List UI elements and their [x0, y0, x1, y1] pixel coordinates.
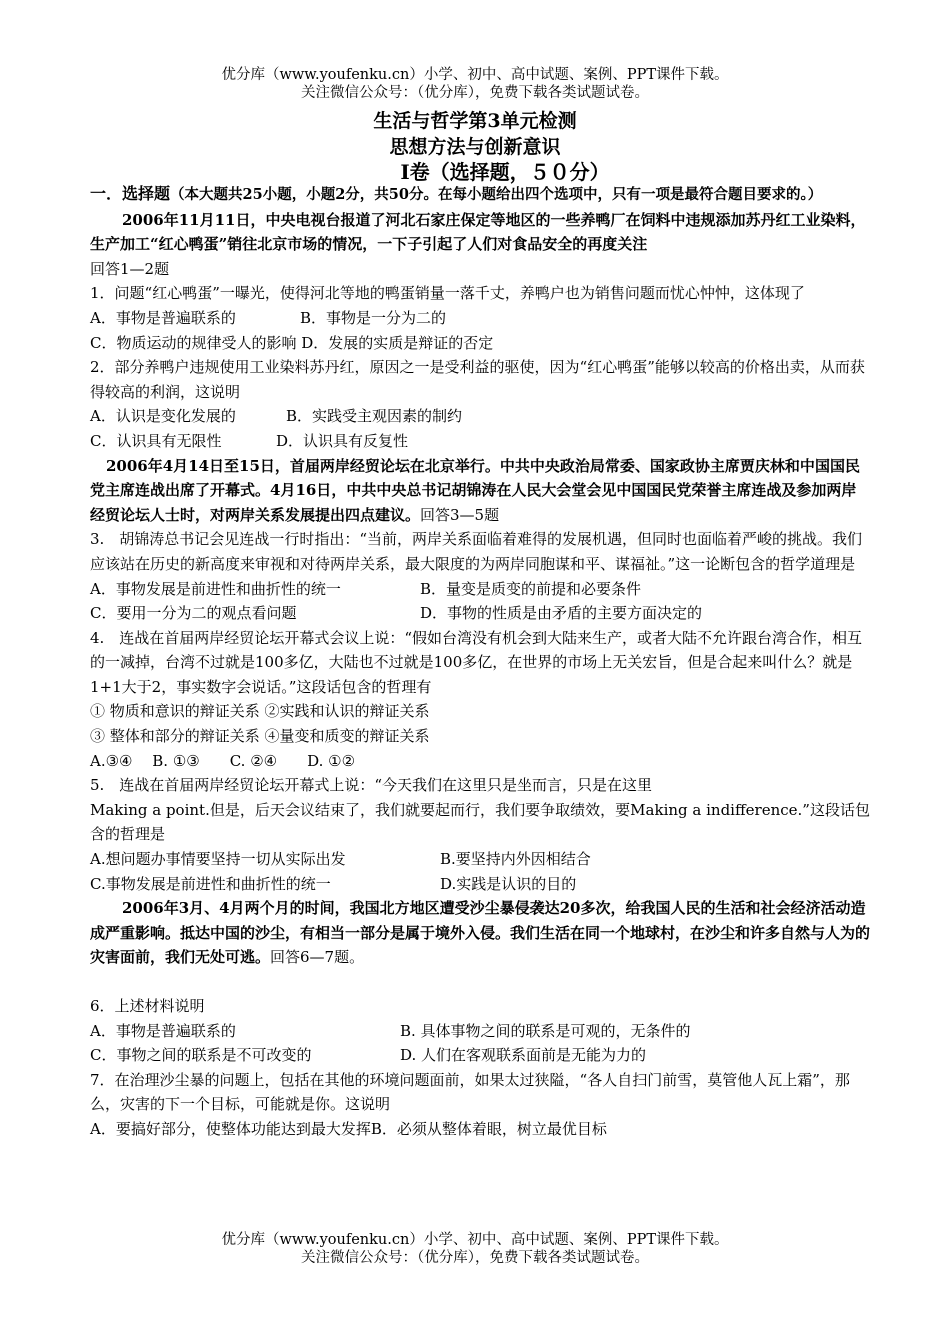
q4-option-line-2: ③ 整体和部分的辩证关系 ④量变和质变的辩证关系 — [90, 727, 430, 746]
section-heading: 一．选择题（本大题共25小题，小题2分，共50分。在每小题给出四个选项中，只有一项是最符合题目要求的。） — [90, 184, 823, 203]
q1-options-cd: C．物质运动的规律受人的影响 D．发展的实质是辩证的否定 — [90, 333, 494, 352]
q4-stem: 4. 连战在首届两岸经贸论坛开幕式会议上说：“假如台湾没有机会到大陆来生产，或者大陆不允许跟台湾合作，相互的一减掉，台湾不过就是100多亿，大陆也不过就是100多亿，在世界的市场上无关宏旨，但是合起来叫什么？就是1+1大于2，事实数字会说话。”这段话包含的哲理有 — [90, 628, 862, 696]
q1-stem: 1．问题“红心鸭蛋”一曝光，使得河北等地的鸭蛋销量一落千丈，养鸭户也为销售问题而忧心忡忡，这体现了 — [90, 284, 805, 303]
q6-options-cd: C．事物之间的联系是不可改变的 D. 人们在客观联系面前是无能为力的 — [90, 1046, 647, 1065]
q6-options-ab: A．事物是普遍联系的 B. 具体事物之间的联系是可观的，无条件的 — [90, 1021, 691, 1040]
q2-options-cd: C．认识具有无限性 D．认识具有反复性 — [90, 431, 409, 450]
doc-title: 生活与哲学第3单元检测 — [373, 110, 577, 132]
material-3: 2006年3月、4月两个月的时间，我国北方地区遭受沙尘暴侵袭达20多次，给我国人民的生活和社会经济活动造成严重影响。抵达中国的沙尘，有相当一部分是属于境外入侵。我们生活在同一个地球村，在沙尘和许多自然与人为的灾害面前，我们无处可逃。回答6—7题。 — [90, 899, 871, 967]
material-2: 2006年4月14日至15日，首届两岸经贸论坛在北京举行。中共中央政治局常委、国家政协主席贾庆林和中国国民党主席连战出席了开幕式。4月16日，中共中央总书记胡锦涛在人民大会堂会见中国国民党荣誉主席连战及参加两岸经贸论坛人士时，对两岸关系发展提出四点建议。回答3—5题 — [90, 456, 860, 524]
q3-options-cd: C．要用一分为二的观点看问题 D．事物的性质是由矛盾的主要方面决定的 — [90, 604, 703, 623]
q5-stem-2: Making a point.但是，后天会议结束了，我们就要起而行，我们要争取绩效，要Making a indifference.”这段话包含的哲理是 — [90, 800, 870, 844]
q4-option-line-1: ① 物质和意识的辩证关系 ②实践和认识的辩证关系 — [90, 702, 430, 721]
doc-subtitle: 思想方法与创新意识 — [389, 136, 561, 158]
q6-stem: 6．上述材料说明 — [90, 997, 205, 1015]
material-1-ref: 回答1—2题 — [90, 259, 170, 278]
q1-options-ab: A．事物是普遍联系的 B．事物是一分为二的 — [90, 308, 447, 327]
q7-options-ab: A．要搞好部分，使整体功能达到最大发挥B．必须从整体着眼，树立最优目标 — [90, 1119, 607, 1138]
q5-stem-1: 5. 连战在首届两岸经贸论坛开幕式上说：“今天我们在这里只是坐而言，只是在这里 — [90, 776, 652, 795]
header-line-2: 关注微信公众号：（优分库），免费下载各类试题试卷。 — [301, 85, 649, 101]
q3-stem: 3. 胡锦涛总书记会见连战一行时指出：“当前，两岸关系面临着难得的发展机遇，但同时也面临着严峻的挑战。我们应该站在历史的新高度来审视和对待两岸关系，最大限度的为两岸同胞谋和平、谋福祉。”这一论断包含的哲学道理是 — [90, 530, 862, 573]
footer-line-2: 关注微信公众号：（优分库），免费下载各类试题试卷。 — [301, 1250, 649, 1266]
header-line-1: 优分库（www.youfenku.cn）小学、初中、高中试题、案例、PPT课件下载。 — [221, 67, 729, 83]
exam-content — [90, 182, 870, 1142]
q7-stem: 7．在治理沙尘暴的问题上，包括在其他的环境问题面前，如果太过狭隘，“各人自扫门前雪，莫管他人瓦上霜”，那么，灾害的下一个目标，可能就是你。这说明 — [90, 1070, 850, 1114]
part-title: Ⅰ卷（选择题，５０分） — [400, 160, 610, 184]
material-1: 2006年11月11日，中央电视台报道了河北石家庄保定等地区的一些养鸭厂在饲料中违规添加苏丹红工业染料，生产加工“红心鸭蛋”销往北京市场的情况，一下子引起了人们对食品安全的再度关注 — [90, 210, 866, 254]
q5-options-ab: A.想问题办事情要坚持一切从实际出发 B.要坚持内外因相结合 — [90, 850, 591, 869]
q5-options-cd: C.事物发展是前进性和曲折性的统一 D.实践是认识的目的 — [90, 874, 577, 893]
q3-options-ab: A．事物发展是前进性和曲折性的统一 B．量变是质变的前提和必要条件 — [90, 579, 642, 598]
footer-line-1: 优分库（www.youfenku.cn）小学、初中、高中试题、案例、PPT课件下载。 — [221, 1232, 729, 1248]
q2-options-ab: A．认识是变化发展的 B．实践受主观因素的制约 — [90, 407, 463, 426]
q2-stem: 2．部分养鸭户违规使用工业染料苏丹红，原因之一是受利益的驱使，因为“红心鸭蛋”能够以较高的价格出卖，从而获得较高的利润，这说明 — [90, 358, 865, 401]
q4-choices: A.③④ B. ①③ C. ②④ D. ①② — [90, 751, 356, 770]
